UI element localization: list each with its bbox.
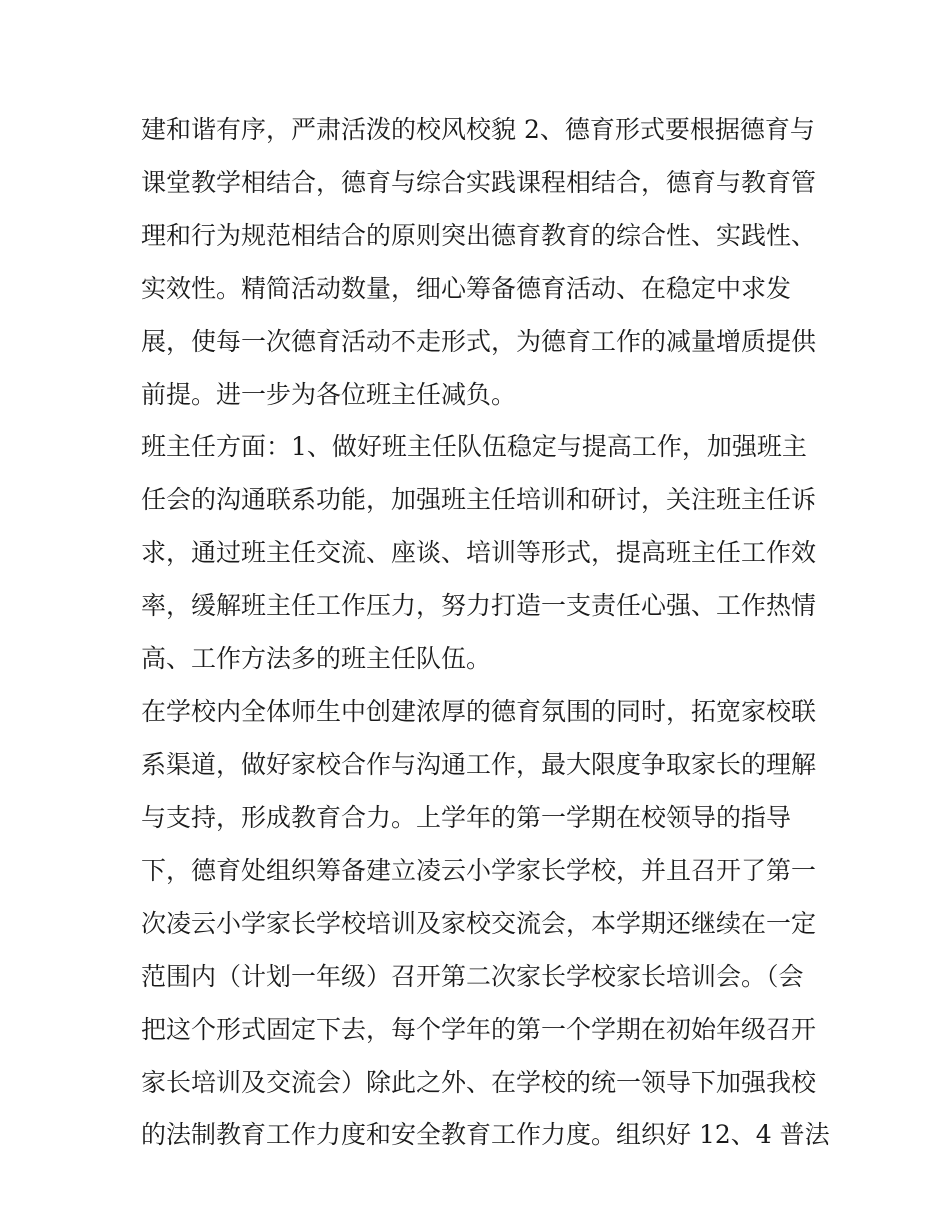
text-line: 班主任方面：1、做好班主任队伍稳定与提高工作，加强班主 bbox=[141, 432, 807, 461]
text-line: 把这个形式固定下去，每个学年的第一个学期在初始年级召开 bbox=[141, 1015, 817, 1044]
text-line: 在学校内全体师生中创建浓厚的德育氛围的同时，拓宽家校联 bbox=[141, 697, 817, 726]
text-line: 下，德育处组织筹备建立凌云小学家长学校，并且召开了第一 bbox=[141, 856, 817, 885]
text-line: 系渠道，做好家校合作与沟通工作，最大限度争取家长的理解 bbox=[141, 750, 817, 779]
text-line: 理和行为规范相结合的原则突出德育教育的综合性、实践性、 bbox=[141, 221, 817, 250]
text-line: 家长培训及交流会）除此之外、在学校的统一领导下加强我校 bbox=[141, 1068, 817, 1097]
text-line: 求，通过班主任交流、座谈、培训等形式，提高班主任工作效 bbox=[141, 538, 817, 567]
text-line: 高、工作方法多的班主任队伍。 bbox=[141, 644, 492, 673]
text-line: 课堂教学相结合，德育与综合实践课程相结合，德育与教育管 bbox=[141, 168, 817, 197]
text-line: 展，使每一次德育活动不走形式，为德育工作的减量增质提供 bbox=[141, 327, 817, 356]
text-line: 实效性。精简活动数量，细心筹备德育活动、在稳定中求发 bbox=[141, 274, 792, 303]
text-line: 前提。进一步为各位班主任减负。 bbox=[141, 380, 517, 409]
text-line: 的法制教育工作力度和安全教育工作力度。组织好 12、4 普法 bbox=[141, 1120, 830, 1149]
text-line: 率，缓解班主任工作压力，努力打造一支责任心强、工作热情 bbox=[141, 591, 817, 620]
text-line: 范围内（计划一年级）召开第二次家长学校家长培训会。（会 bbox=[141, 962, 804, 991]
text-line: 建和谐有序，严肃活泼的校风校貌 2、德育形式要根据德育与 bbox=[141, 115, 815, 144]
text-line: 任会的沟通联系功能，加强班主任培训和研讨，关注班主任诉 bbox=[141, 485, 817, 514]
text-line: 次凌云小学家长学校培训及家校交流会，本学期还继续在一定 bbox=[141, 909, 817, 938]
text-line: 与支持，形成教育合力。上学年的第一学期在校领导的指导 bbox=[141, 803, 792, 832]
